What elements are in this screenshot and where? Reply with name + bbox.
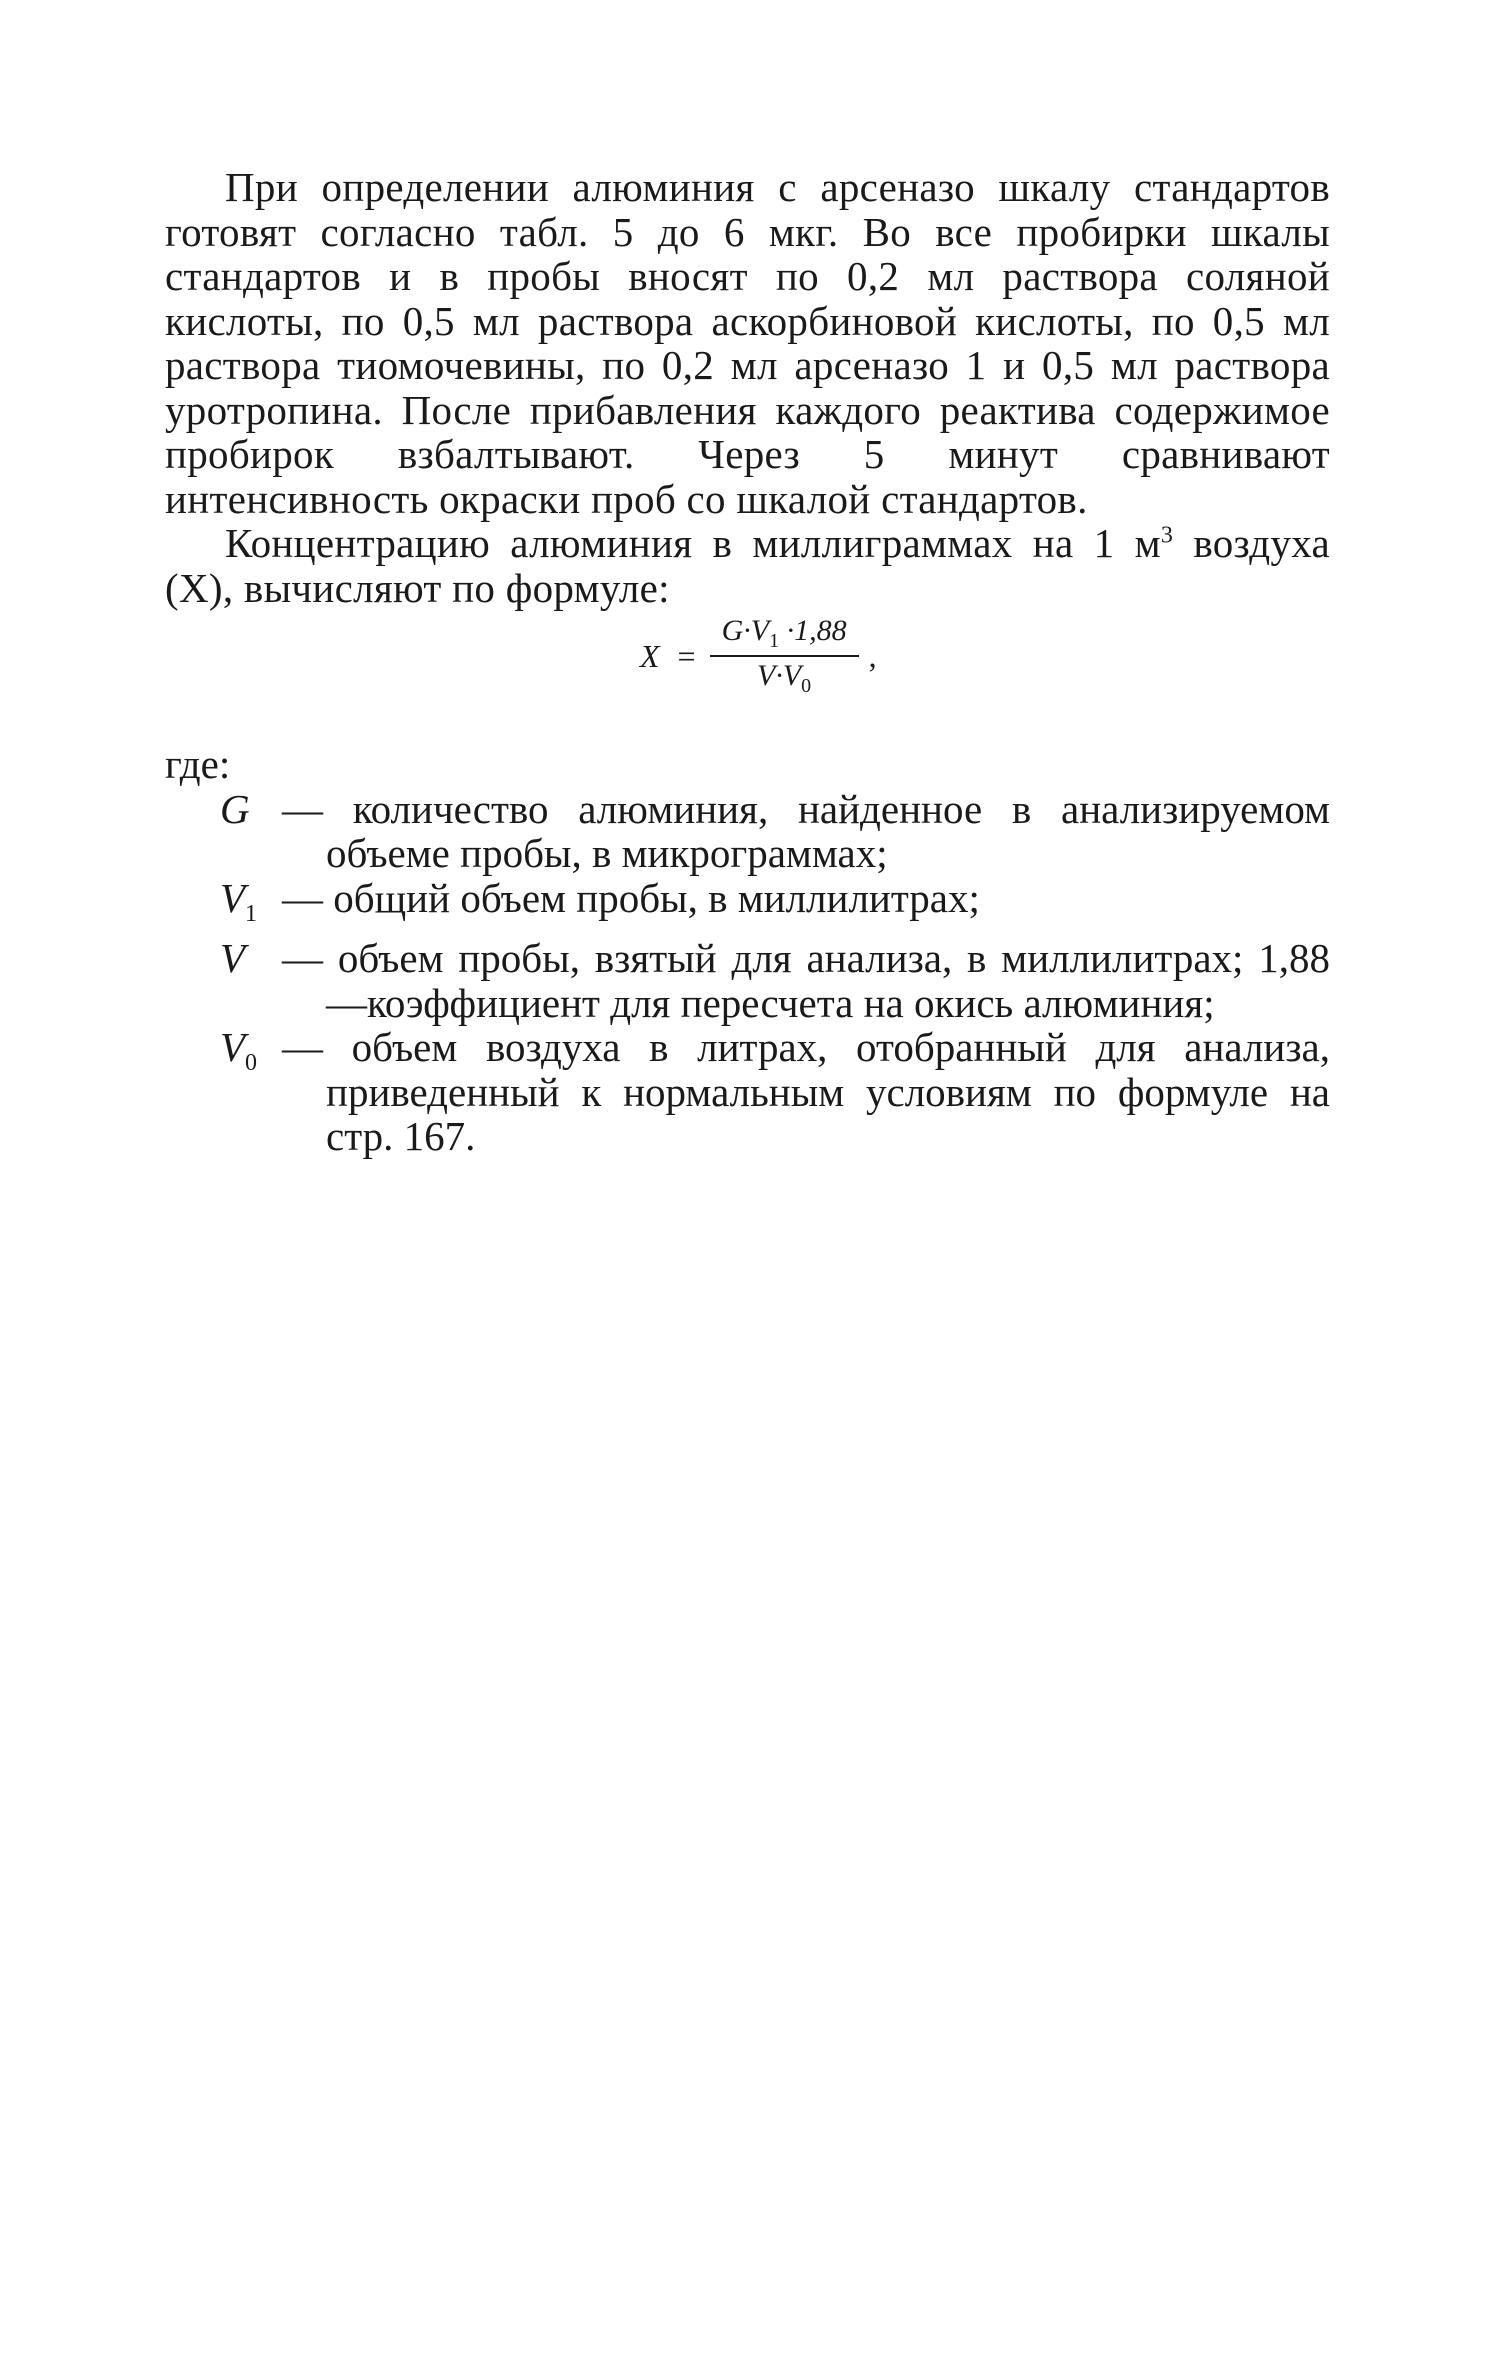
symbol-letter: V <box>220 935 246 982</box>
formula <box>640 614 877 698</box>
numerator-part-b: ·1,88 <box>779 614 847 647</box>
definition-item <box>220 787 1330 876</box>
cubic-superscript: 3 <box>1160 522 1174 549</box>
definition-text: — количество алюминия, найденное в анализируемом объеме пробы, в микрограммах; <box>282 785 1330 876</box>
paragraph-concentration-text-b: воздуха (X), вычисляют по формуле: <box>165 520 1330 611</box>
definition-text: — общий объем пробы, в миллилитрах; <box>282 874 980 921</box>
formula-numerator <box>710 614 859 657</box>
formula-fraction <box>710 614 859 698</box>
where-label: где: <box>165 741 231 787</box>
definition-item <box>220 1025 1330 1159</box>
formula-denominator <box>757 657 811 698</box>
symbol-subscript: 1 <box>245 900 258 927</box>
definition-symbol <box>220 1025 282 1159</box>
paragraph-concentration <box>165 521 1330 610</box>
paragraph-procedure: При определении алюминия с арсеназо шкалу стандартов готовят согласно табл. 5 до 6 мкг. Во все пробирки шкалы стандартов и в пробы вносят по 0,2 мл раствора соляной кислоты, по 0,5 мл раствора аскорбиновой кислоты, по 0,5 мл раствора тиомочевины, по 0,2 мл арсеназо 1 и 0,5 мл раствора уротропина. После прибавления каждого реактива содержимое пробирок взбалтывают. Через 5 минут сравнивают интенсивность окраски проб со шкалой стандартов. <box>165 164 1330 522</box>
denominator-part-a: V·V <box>757 659 802 692</box>
definition-symbol <box>220 787 282 876</box>
definition-text: — объем пробы, взятый для анализа, в миллилитрах; 1,88—коэффициент для пересчета на окись алюминия; <box>282 935 1330 1026</box>
definition-item <box>220 936 1330 1025</box>
page-content <box>165 165 1330 1159</box>
symbol-letter: G <box>220 785 250 832</box>
definition-symbol <box>220 936 282 1025</box>
denominator-subscript: 0 <box>801 675 812 697</box>
definition-text: — объем воздуха в литрах, отобранный для анализа, приведенный к нормальным условиям по формуле на стр. 167. <box>282 1024 1330 1160</box>
formula-equals: = <box>677 637 696 674</box>
numerator-part-a: G·V <box>721 614 770 647</box>
paragraph-concentration-text-a: Концентрацию алюминия в миллиграммах на 1 м <box>225 520 1161 566</box>
symbol-subscript: 0 <box>245 1050 258 1077</box>
definition-item <box>220 876 1330 937</box>
formula-comma: , <box>868 637 877 674</box>
symbol-letter: V <box>220 1024 246 1071</box>
numerator-subscript: 1 <box>769 630 780 652</box>
symbol-letter: V <box>220 874 246 921</box>
definition-symbol <box>220 876 282 937</box>
formula-row <box>165 614 1330 724</box>
formula-lhs: X <box>640 637 660 674</box>
